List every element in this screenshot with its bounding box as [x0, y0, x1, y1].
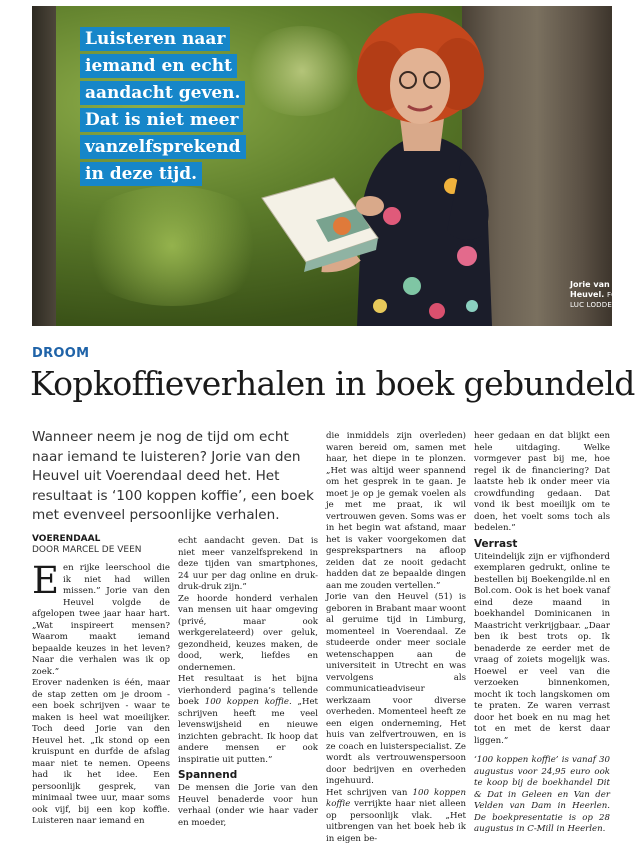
- paragraph: Uiteindelijk zijn er vijfhonderd exemplaren gedrukt, online te bestellen bij Boekengilde.nl en Bol.com. Ook is het boek vanaf eind deze maand in boekhandel Dominicanen in Maastricht verkrijgbaar. „Daar ben ik best trots op. Ik benaderde ze eerder met de vraag of zoiets mogelijk was. Hoewel er veel van die verzoeken binnenkomen, mocht ik toch langskomen om te praten. Ze waren verrast door het boek en nu mag het tot en met de kerst daar liggen.”: [474, 552, 610, 748]
- byline: [32, 534, 170, 556]
- article-photo: [32, 6, 612, 326]
- subheading-verrast: Verrast: [474, 538, 610, 551]
- paragraph: die inmiddels zijn overleden) waren bereid om, samen met haar, het diepe in te plonzen. „Het was altijd weer spannend om het gesprek in te gaan. Je moet je op je gemak voelen als je met me praat, ik wil vertrouwen geven. Soms was er in het begin wat afstand, maar het is vaker voorgekomen dat gesprekspartners na afloop zeiden dat ze nooit gedacht hadden dat ze bepaalde dingen aan me zouden vertellen.”: [326, 431, 466, 592]
- pull-quote-text: Luisteren naar iemand en echt aandacht geven. Dat is niet meer vanzelfsprekend in deze tijd.: [80, 27, 246, 186]
- article-headline: Kopkoffieverhalen in boek gebundeld: [30, 362, 620, 406]
- paragraph: [326, 788, 466, 845]
- paragraph: Erover nadenken is één, maar de stap zetten om je droom - een boek schrijven - waar te maken is heel wat moeilijker. Toch deed Jorie van den Heuvel het. „Ik stond op een kruispunt en durfde de afslag maar niet te nemen. Opeens had ik het idee. Een persoonlijk gesprek, van minimaal twee uur, maar soms ook vijf, bij een kop koffie. Luisteren naar iemand en: [32, 678, 170, 828]
- article-column-4: [474, 431, 610, 836]
- book-title: 100 koppen koffie: [205, 697, 289, 707]
- paragraph: echt aandacht geven. Dat is niet meer vanzelfsprekend in deze tijden van smartphones, 24 uur per dag online en druk-druk-druk zijn.”: [178, 536, 318, 594]
- paragraph: Jorie van den Heuvel (51) is geboren in Brabant maar woont al geruime tijd in Limburg, momenteel in Voerendaal. Ze studeerde onder meer sociale wetenschappen aan de universiteit in Utrecht en was vervolgens als communicatieadviseur werkzaam voor diverse overheden. Momenteel heeft ze een eigen onderneming, Het huis van zelfvertrouwen, en is ze coach en luisterspecialist. Ze wordt als vertrouwenspersoon door bedrijven en overheden ingehuurd.: [326, 592, 466, 788]
- paragraph-text: . „Het schrijven heeft me veel levenswijsheid en nieuwe inzichten gebracht. Ik hoop dat andere mensen er ook inspiratie uit putten.”: [178, 697, 318, 765]
- photo-caption: [570, 280, 638, 310]
- article-column-2: [178, 536, 318, 829]
- byline-author: DOOR MARCEL DE VEEN: [32, 545, 170, 556]
- paragraph-text: verrijkte haar niet alleen op persoonlijk vlak. „Het uitbrengen van het boek heb ik in eigen be-: [326, 799, 466, 844]
- paragraph-text: Het schrijven van: [326, 788, 413, 798]
- photo-bokeh-light: [72, 186, 272, 306]
- byline-place: VOERENDAAL: [32, 534, 170, 545]
- caption-name: Jorie van den Heuvel.: [570, 280, 629, 299]
- paragraph: [32, 563, 170, 678]
- paragraph: [178, 674, 318, 766]
- caption-photographer: LUC LODDER: [570, 301, 617, 309]
- caption-foto-label: FOTO: [607, 291, 626, 299]
- paragraph: Ze hoorde honderd verhalen van mensen uit haar omgeving (privé, maar ook werkgerelateerd) over geluk, gezondheid, keuzes maken, de dood, werk, liefdes en ondernemen.: [178, 594, 318, 675]
- paragraph: De mensen die Jorie van den Heuvel benaderde voor hun verhaal (onder wie haar vader en moeder,: [178, 783, 318, 829]
- article-lead: Wanneer neem je nog de tijd om echt naar iemand te luisteren? Jorie van den Heuvel uit Voerendaal deed het. Het resultaat is ‘100 koppen koffie’, een boek met evenveel persoonlijke verhalen.: [32, 428, 320, 526]
- pull-quote: [80, 26, 248, 188]
- paragraph: heer gedaan en dat blijkt een hele uitdaging. Welke vormgever past bij me, hoe regel ik de financiering? Dat laatste heb ik onder meer via crowdfunding gedaan. Dat vond ik best moeilijk om te doen, het voelt soms toch als bedelen.”: [474, 431, 610, 535]
- article-column-3: [326, 431, 466, 845]
- paragraph-text: Het resultaat is het bijna vierhonderd pagina’s tellende boek: [178, 674, 318, 707]
- woman-with-book-illustration: [262, 6, 582, 326]
- photo-tree-trunk-left: [32, 6, 56, 326]
- subheading-spannend: Spannend: [178, 769, 318, 782]
- article-column-1: [32, 563, 170, 828]
- paragraph-text: en rijke leerschool die ik niet had willen missen.” Jorie van den Heuvel volgde de afgelopen twee jaar haar hart. „Wat inspireert mensen? Waarom maakt iemand bepaalde keuzes in het leven? Naar die verhalen was ik op zoek.”: [32, 563, 170, 677]
- book-title: 100 koppen koffie: [326, 788, 466, 810]
- drop-cap: E: [32, 564, 59, 598]
- info-note: ‘100 koppen koffie’ is vanaf 30 augustus voor 24,95 euro ook te koop bij de boekhandel Dit & Dat in Geleen en Van der Velden van Dam in Heerlen. De boekpresentatie is op 28 augustus in C-Mill in Heerlen.: [474, 755, 610, 836]
- article-kicker: DROOM: [32, 346, 89, 361]
